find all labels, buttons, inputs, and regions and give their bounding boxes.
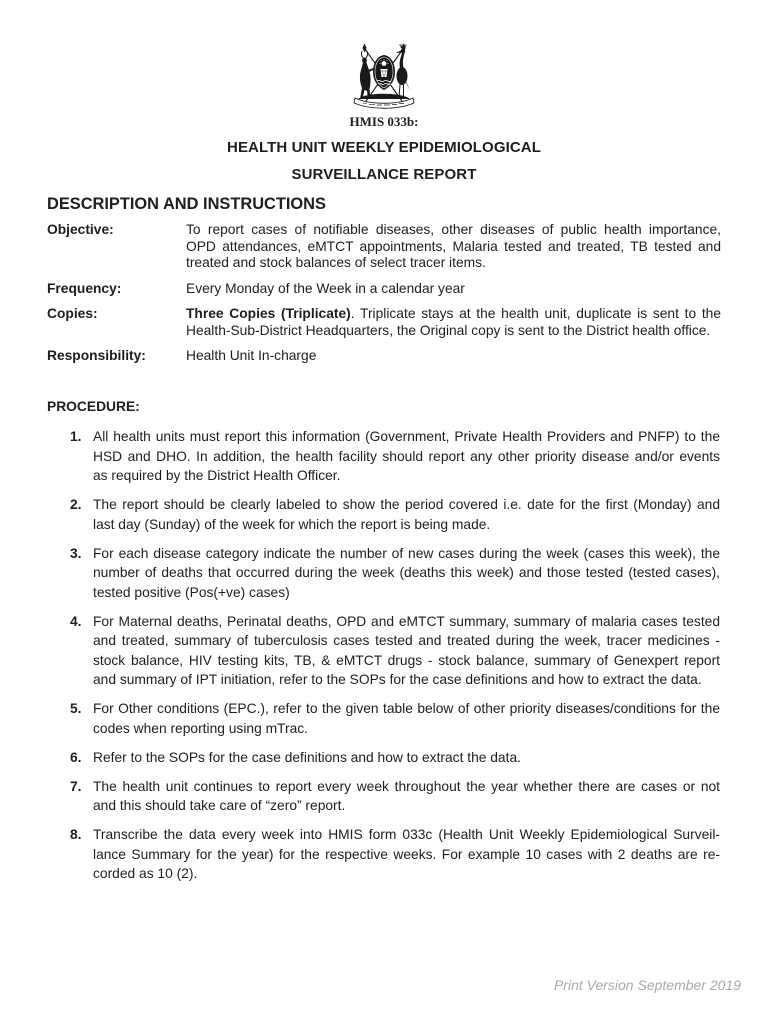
step-line: and summary of IPT initiation, refer to the SOPs for the case definitions and how to extract the data. [93, 672, 702, 687]
step-text [93, 825, 720, 884]
step-number: 2. [70, 497, 82, 512]
objective-label: Objective: [47, 222, 114, 237]
step-text [93, 495, 720, 534]
step-text [93, 777, 720, 816]
step-line: For each disease category indicate the number of new cases during the week (cases this week), the [93, 545, 720, 561]
step-line: last day (Sunday) of the week for which the report is being made. [93, 516, 491, 532]
step-text [93, 748, 720, 768]
procedure-step [70, 427, 720, 486]
text-line [186, 348, 721, 365]
emphasis-text: Three Copies (Triplicate) [186, 306, 351, 321]
step-text [93, 544, 720, 603]
motto-ribbon [354, 98, 414, 108]
step-line: Transcribe the data every week into HMIS form 033c (Health Unit Weekly Epidemiological Surveil- [93, 827, 720, 842]
responsibility-label: Responsibility: [47, 348, 146, 363]
step-line: HSD and DHO. In addition, the health facility should report any other priority disease and/or events [93, 448, 720, 464]
step-line: and treated, summary of tuberculosis cases tested and treated during the week, tracer medicines - [93, 633, 720, 648]
procedure-step [70, 777, 720, 816]
objective-text [186, 222, 721, 272]
line-text: OPD attendances, eMTCT appointments, Malaria tested and treated, TB tested and [186, 238, 721, 254]
step-line: corded as 10 (2). [93, 866, 198, 881]
line-text: To report cases of notifiable diseases, other diseases of public health importance, [186, 222, 721, 237]
step-text [93, 427, 720, 486]
procedure-step [70, 825, 720, 884]
text-line [186, 239, 721, 256]
description-heading: DESCRIPTION AND INSTRUCTIONS [47, 195, 326, 213]
form-code: HMIS 033b: [349, 114, 419, 129]
step-line: number of deaths that occurred during the week (deaths this week) and those tested (tested cases), [93, 565, 720, 580]
step-line: All health units must report this information (Government, Private Health Providers and PNFP) to the [93, 429, 720, 444]
copies-label: Copies: [47, 306, 98, 321]
step-line: The report should be clearly labeled to show the period covered i.e. date for the first (Monday) and [93, 497, 720, 512]
step-line: and this should take care of “zero” report. [93, 798, 346, 813]
frequency-text [186, 281, 721, 298]
step-number: 3. [70, 545, 82, 561]
responsibility-text [186, 348, 721, 365]
procedure-step [70, 699, 720, 738]
report-title-line-2: SURVEILLANCE REPORT [291, 166, 477, 183]
procedure-list [70, 427, 720, 884]
coat-of-arms-emblem [352, 43, 416, 109]
step-line: For Maternal deaths, Perinatal deaths, OPD and eMTCT summary, summary of malaria cases tested [93, 613, 720, 629]
drum-emblem [381, 69, 388, 77]
procedure-step [70, 748, 720, 768]
step-number: 6. [70, 749, 82, 765]
line-text: Health-Sub-District Headquarters, the Original copy is sent to the District health office. [186, 322, 711, 338]
text-line [186, 222, 721, 239]
step-number: 4. [70, 613, 82, 629]
step-line: Refer to the SOPs for the case definitions and how to extract the data. [93, 749, 521, 765]
frequency-label: Frequency: [47, 280, 122, 296]
step-line: stock balance, HIV testing kits, TB, & eMTCT drugs - stock balance, summary of Genexpert report [93, 652, 720, 668]
print-version-note: Print Version September 2019 [553, 977, 741, 993]
text-line [186, 255, 721, 272]
report-title-line-1: HEALTH UNIT WEEKLY EPIDEMIOLOGICAL [227, 139, 541, 156]
line-text: Every Monday of the Week in a calendar year [186, 280, 465, 296]
responsibility-row [47, 348, 721, 365]
text-line [186, 323, 721, 340]
procedure-step [70, 495, 720, 534]
step-line: tested positive (Pos(+ve) cases) [93, 584, 290, 600]
procedure-step [70, 544, 720, 603]
line-text: treated and stock balances of select tracer items. [186, 255, 486, 270]
copies-text [186, 306, 721, 339]
step-number: 7. [70, 778, 82, 794]
crested-crane [396, 44, 411, 99]
step-number: 5. [70, 701, 82, 716]
step-line: For Other conditions (EPC.), refer to the given table below of other priority diseases/conditions for the [93, 701, 720, 716]
line-text: . Triplicate stays at the health unit, duplicate is sent to the [350, 306, 722, 321]
step-line: codes when reporting using mTrac. [93, 720, 308, 736]
frequency-row [47, 281, 721, 298]
procedure-heading: PROCEDURE: [47, 399, 140, 414]
step-number: 1. [70, 429, 82, 444]
coat-of-arms-image [352, 43, 416, 109]
step-line: as required by the District Health Officer. [93, 468, 341, 483]
step-line: lance Summary for the year) for the respective weeks. For example 10 cases with 2 deaths are re- [93, 846, 720, 862]
ground-mound [358, 94, 410, 99]
objective-row [47, 222, 721, 272]
step-text [93, 699, 720, 738]
text-line [186, 306, 721, 323]
step-text [93, 612, 720, 690]
copies-row [47, 306, 721, 339]
line-text: Health Unit In-charge [186, 348, 317, 363]
text-line [186, 281, 721, 298]
step-line: The health unit continues to report every week throughout the year whether there are cases or not [93, 778, 720, 794]
description-section [47, 222, 721, 365]
procedure-step [70, 612, 720, 690]
step-number: 8. [70, 827, 82, 842]
